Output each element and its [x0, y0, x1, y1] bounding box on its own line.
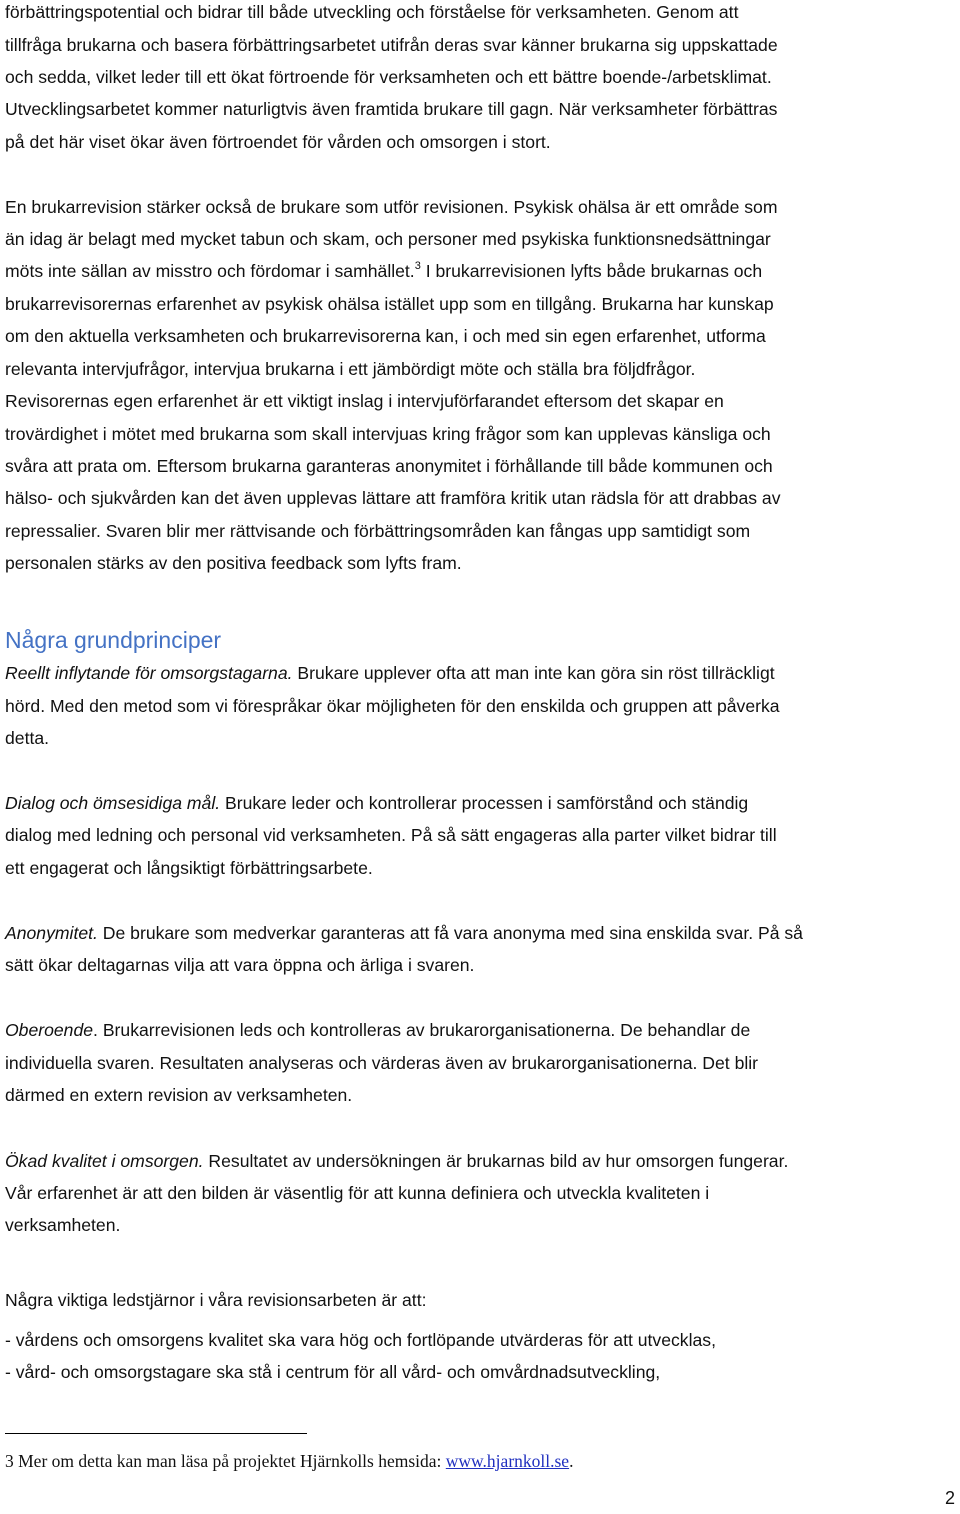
principle-title: Reellt inflytande för omsorgstagarna.: [5, 663, 293, 683]
principle-title: Ökad kvalitet i omsorgen.: [5, 1151, 204, 1171]
paragraph-line: hälso- och sjukvården kan det även upplevas lättare att framföra kritik utan rädsla för att drabbas av: [5, 488, 781, 508]
paragraph-line: förbättringspotential och bidrar till både utveckling och förståelse för verksamheten. Genom att: [5, 2, 739, 22]
paragraph-line: [5, 260, 762, 282]
page-number: 2: [944, 1488, 955, 1508]
paragraph-line: relevanta intervjufrågor, intervjua brukarna i ett jämbördigt möte och ställa bra följdfrågor.: [5, 359, 696, 379]
footnote-separator: [5, 1433, 307, 1434]
principle-line: individuella svaren. Resultaten analyseras och värderas även av brukarorganisationerna. Det blir: [5, 1053, 759, 1073]
paragraph-line: repressalier. Svaren blir mer rättvisande och förbättringsområden kan fångas upp samtidigt som: [5, 521, 751, 541]
paragraph-line: på det här viset ökar även förtroendet för vården och omsorgen i stort.: [5, 132, 551, 152]
principle-line: ett engagerat och långsiktigt förbättringsarbete.: [5, 858, 373, 878]
guidelines-intro: Några viktiga ledstjärnor i våra revisionsarbeten är att:: [5, 1290, 427, 1310]
paragraph-line: och sedda, vilket leder till ett ökat förtroende för verksamheten och ett bättre boende-/arbetsklimat.: [5, 67, 772, 87]
footnote: [5, 1450, 573, 1472]
principle-text: De brukare som medverkar garanteras att få vara anonyma med sina enskilda svar. På så: [97, 923, 803, 943]
footnote-reference[interactable]: 3: [414, 260, 421, 273]
paragraph-line: om den aktuella verksamheten och brukarrevisorerna kan, i och med sin egen erfarenhet, utforma: [5, 326, 766, 346]
principle-line: [5, 1150, 788, 1172]
section-heading: Några grundprinciper: [5, 627, 222, 653]
principle-line: sätt ökar deltagarnas vilja att vara öppna och ärliga i svaren.: [5, 955, 475, 975]
paragraph-text: I brukarrevisionen lyfts både brukarnas och: [420, 261, 763, 281]
guideline-item: - vårdens och omsorgens kvalitet ska vara hög och fortlöpande utvärderas för att utvecklas,: [5, 1330, 716, 1350]
principle-line: [5, 922, 803, 944]
principle-text: . Brukarrevisionen leds och kontrolleras av brukarorganisationerna. De behandlar de: [93, 1020, 751, 1040]
footnote-number: 3: [5, 1451, 14, 1471]
guideline-item: - vård- och omsorgstagare ska stå i centrum för all vård- och omvårdnadsutveckling,: [5, 1362, 661, 1382]
principle-text: Brukare upplever ofta att man inte kan göra sin röst tillräckligt: [292, 663, 775, 683]
paragraph-line: En brukarrevision stärker också de brukare som utför revisionen. Psykisk ohälsa är ett område som: [5, 197, 778, 217]
footnote-link[interactable]: www.hjarnkoll.se: [445, 1451, 570, 1471]
principle-line: dialog med ledning och personal vid verksamheten. På så sätt engageras alla parter vilket bidrar till: [5, 825, 777, 845]
principle-line: därmed en extern revision av verksamheten.: [5, 1085, 353, 1105]
principle-line: verksamheten.: [5, 1215, 121, 1235]
principle-text: Brukare leder och kontrollerar processen i samförstånd och ständig: [220, 793, 749, 813]
paragraph-line: än idag är belagt med mycket tabun och skam, och personer med psykiska funktionsnedsättningar: [5, 229, 771, 249]
paragraph-line: tillfråga brukarna och basera förbättringsarbetet utifrån deras svar känner brukarna sig uppskattade: [5, 35, 778, 55]
footnote-end: .: [569, 1451, 574, 1471]
principle-title: Dialog och ömsesidiga mål.: [5, 793, 221, 813]
principle-title: Oberoende: [5, 1020, 94, 1040]
footnote-text: Mer om detta kan man läsa på projektet Hjärnkolls hemsida:: [13, 1451, 446, 1471]
principle-line: Vår erfarenhet är att den bilden är väsentlig för att kunna definiera och utveckla kvaliteten i: [5, 1183, 710, 1203]
principle-line: [5, 662, 775, 684]
principle-text: Resultatet av undersökningen är brukarnas bild av hur omsorgen fungerar.: [203, 1151, 789, 1171]
principle-line: detta.: [5, 728, 50, 748]
paragraph-line: Revisorernas egen erfarenhet är ett viktigt inslag i intervjuförfarandet eftersom det skapar en: [5, 391, 724, 411]
principle-line: [5, 792, 748, 814]
paragraph-text: möts inte sällan av misstro och fördomar i samhället.: [5, 261, 415, 281]
paragraph-line: svåra att prata om. Eftersom brukarna garanteras anonymitet i förhållande till både kommunen och: [5, 456, 773, 476]
principle-title: Anonymitet.: [5, 923, 98, 943]
paragraph-line: trovärdighet i mötet med brukarna som skall intervjuas kring frågor som kan upplevas känsliga och: [5, 424, 771, 444]
principle-line: hörd. Med den metod som vi förespråkar ökar möjligheten för den enskilda och gruppen att påverka: [5, 696, 780, 716]
principle-line: [5, 1019, 750, 1041]
paragraph-line: personalen stärks av den positiva feedback som lyfts fram.: [5, 553, 462, 573]
paragraph-line: brukarrevisorernas erfarenhet av psykisk ohälsa istället upp som en tillgång. Brukarna har kunskap: [5, 294, 774, 314]
paragraph-line: Utvecklingsarbetet kommer naturligtvis även framtida brukare till gagn. När verksamheter förbättras: [5, 99, 778, 119]
